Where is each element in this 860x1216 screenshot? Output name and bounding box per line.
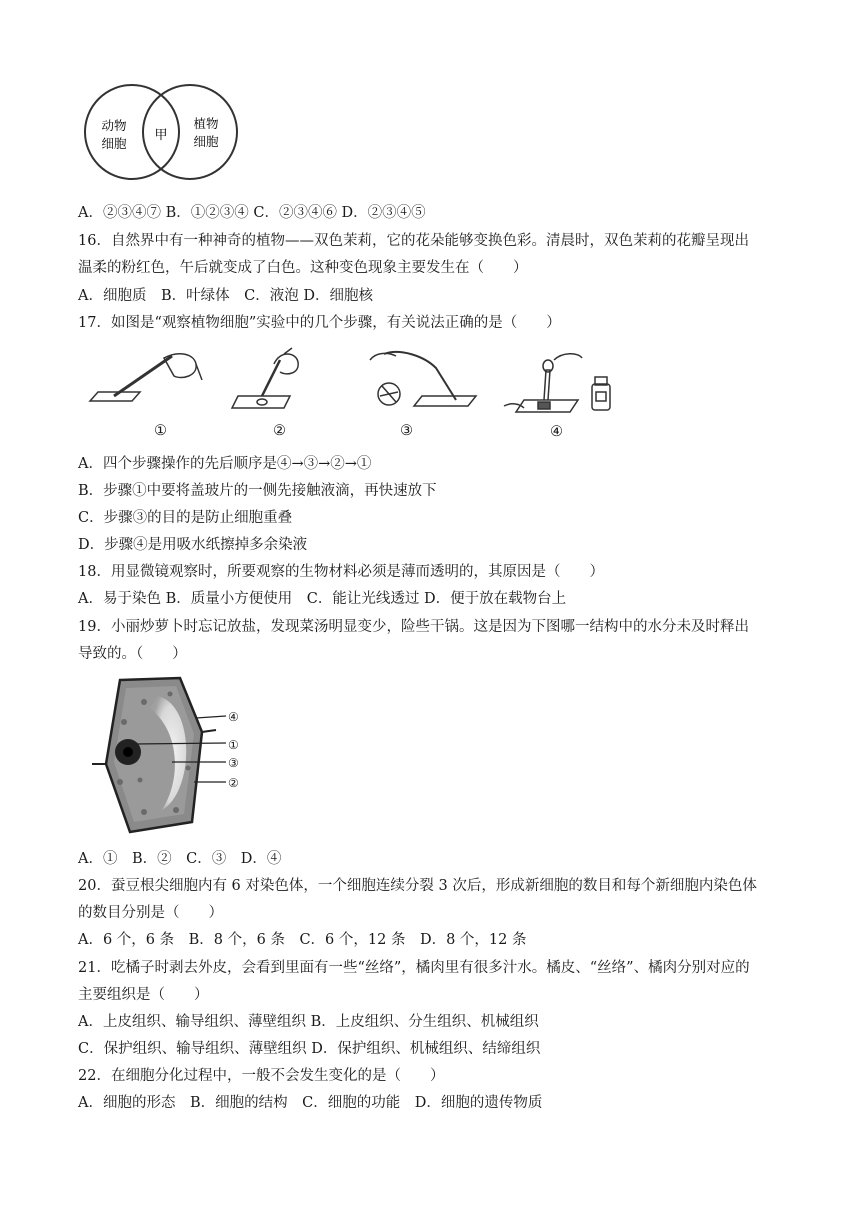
q17-step2-label: ②	[273, 423, 286, 439]
venn-left-label-1: 动物	[101, 118, 127, 133]
q22-stem: 22．在细胞分化过程中，一般不会发生变化的是（ ）	[78, 1068, 445, 1084]
q18-options: A．易于染色 B．质量小方便使用 C．能让光线透过 D．便于放在载物台上	[78, 591, 567, 607]
q17-step1-label: ①	[154, 423, 167, 439]
step1-illustration	[90, 354, 202, 401]
q22-options: A．细胞的形态 B．细胞的结构 C．细胞的功能 D．细胞的遗传物质	[78, 1095, 543, 1111]
q19-options: A．① B．② C．③ D．④	[78, 851, 282, 867]
step4-illustration	[504, 354, 610, 412]
q18-stem: 18．用显微镜观察时，所要观察的生物材料必须是薄而透明的，其原因是（ ）	[78, 564, 604, 580]
cell-label-3: ③	[228, 756, 239, 770]
q21-options-ab: A．上皮组织、输导组织、薄壁组织 B．上皮组织、分生组织、机械组织	[78, 1014, 539, 1030]
step2-illustration	[232, 348, 298, 408]
q17-step3-label: ③	[400, 423, 413, 439]
venn-diagram	[82, 82, 242, 186]
q20-stem-line1: 20．蚕豆根尖细胞内有 6 对染色体，一个细胞连续分裂 3 次后，形成新细胞的数目和每个新细胞内染色体	[78, 878, 757, 894]
q16-options: A．细胞质 B．叶绿体 C．液泡 D．细胞核	[78, 288, 373, 304]
q20-stem-line2: 的数目分别是（ ）	[78, 905, 223, 921]
venn-right-label-2: 细胞	[193, 134, 219, 149]
venn-center-label: 甲	[154, 128, 168, 143]
q17-option-a: A．四个步骤操作的先后顺序是④→③→②→①	[78, 456, 372, 472]
q21-stem-line1: 21．吃橘子时剥去外皮，会看到里面有一些“丝络”，橘肉里有很多汁水。橘皮、“丝络”、橘肉分别对应的	[78, 960, 750, 976]
cell-label-4: ④	[228, 710, 239, 724]
venn-left-label-2: 细胞	[101, 136, 127, 151]
q17-option-d: D．步骤④是用吸水纸擦掉多余染液	[78, 537, 308, 553]
q15-options: A．②③④⑦ B．①②③④ C．②③④⑥ D．②③④⑤	[78, 205, 426, 221]
q17-option-c: C．步骤③的目的是防止细胞重叠	[78, 510, 293, 526]
q16-stem-line1: 16．自然界中有一种神奇的植物——双色茉莉，它的花朵能够变换色彩。清晨时，双色茉莉的花瓣呈现出	[78, 233, 749, 249]
step3-illustration	[370, 352, 476, 406]
q19-stem-line1: 19．小丽炒萝卜时忘记放盐，发现菜汤明显变少，险些干锅。这是因为下图哪一结构中的水分未及时释出	[78, 619, 749, 635]
q17-step4-label: ④	[550, 424, 563, 440]
q20-options: A．6 个，6 条 B．8 个，6 条 C．6 个，12 条 D．8 个，12 条	[78, 932, 527, 948]
cell-label-1: ①	[228, 738, 239, 752]
venn-right-label-1: 植物	[193, 116, 219, 131]
q19-stem-line2: 导致的。（ ）	[78, 646, 187, 662]
q16-stem-line2: 温柔的粉红色，午后就变成了白色。这种变色现象主要发生在（ ）	[78, 260, 528, 276]
cell-label-2: ②	[228, 776, 239, 790]
q21-options-cd: C．保护组织、输导组织、薄壁组织 D．保护组织、机械组织、结缔组织	[78, 1041, 541, 1057]
q21-stem-line2: 主要组织是（ ）	[78, 987, 209, 1003]
q17-stem: 17．如图是“观察植物细胞”实验中的几个步骤，有关说法正确的是（ ）	[78, 315, 561, 331]
q17-option-b: B．步骤①中要将盖玻片的一侧先接触液滴，再快速放下	[78, 483, 437, 499]
